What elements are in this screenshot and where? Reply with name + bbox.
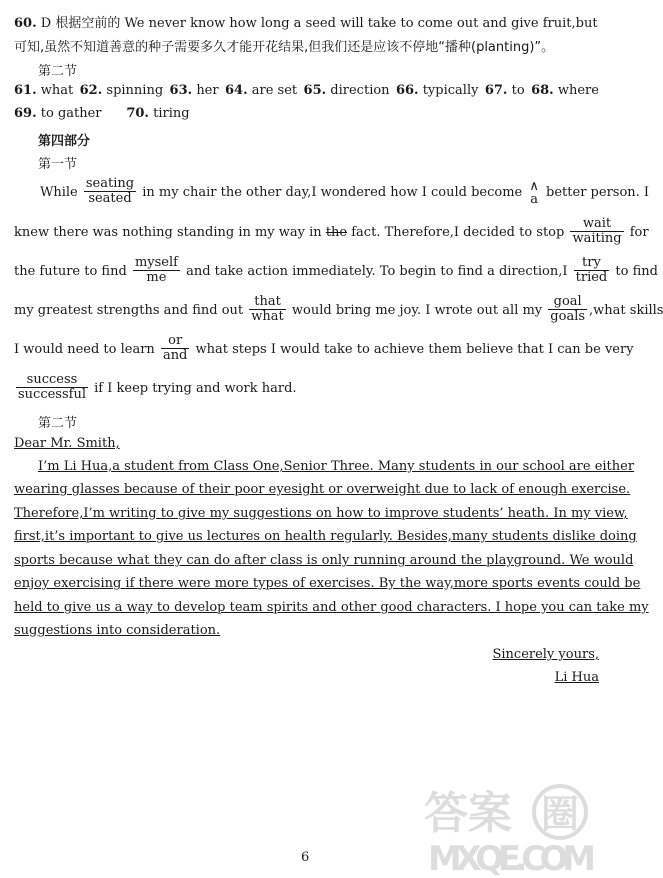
section-1-title: 第一节 [38, 157, 78, 172]
correction-line-3: the future to find $\frac{\text{myself}}{me}$ and take action immediately. To begin to find a direction,I $\frac{\text{try}}{\text{tried}}$ to find [14, 255, 658, 285]
svg-text:MXQE.COM: MXQE.COM [428, 839, 596, 878]
q60-cn-a: 根据空前的 [55, 16, 121, 31]
letter-line: wearing glasses because of their poor eyesight or overweight due to lack of enough exercise. [14, 482, 631, 497]
correction-fraction: $\frac{\text{that}}{\text{what}}$ [251, 294, 284, 324]
correction-line-4: my greatest strengths and find out $\frac{\text{that}}{\text{what}}$ would bring me joy. I wrote out all my $\frac{\text{goal}}{\text{goals}}$ ,what skills [14, 294, 663, 324]
correction-fraction: $\frac{or}{\text{and}}$ [162, 333, 188, 363]
insert-mark: ∧ a [529, 178, 539, 207]
correction-fraction: $\frac{\text{seating}}{\text{seated}}$ [85, 176, 135, 206]
answer-item: 64. are set [224, 83, 298, 98]
answers-row-2 [14, 106, 190, 121]
letter-line: first,it’s important to give us lectures on health regularly. Besides,many students dislike doing [14, 529, 637, 544]
page-number: 6 [301, 850, 310, 865]
letter-salutation: Dear Mr. Smith, [14, 436, 120, 451]
answer-item: 65. direction [303, 83, 390, 98]
answer-item: 66. typically [395, 83, 479, 98]
answer-item: 68. where [531, 83, 599, 98]
answer-item: 69. to gather [14, 106, 102, 121]
answer-item: 62. spinning [79, 83, 164, 98]
letter-signature: Li Hua [554, 670, 599, 685]
letter-line: sports because what they can do after class is only running around the playground. We would [14, 553, 634, 568]
q60-line2: 可知,虽然不知道善意的种子需要多久才能开花结果,但我们还是应该不停地“播种(planting)”。 [14, 40, 555, 55]
correction-fraction: $\frac{\text{goal}}{\text{goals}}$ [550, 294, 586, 324]
q60-line1 [14, 12, 598, 31]
correction-fraction: $\frac{\text{success}}{\text{successful}}$ [18, 372, 86, 402]
answer-item: 70. tiring [126, 106, 190, 121]
letter-closing: Sincerely yours, [492, 647, 599, 662]
correction-line-6: $\frac{\text{success}}{\text{successful}}$ if I keep trying and work hard. [18, 372, 297, 402]
letter-line: Therefore,I’m writing to give my suggestions on how to improve students’ heath. In my view, [14, 506, 628, 521]
correction-line-5: I would need to learn $\frac{or}{\text{and}}$ what steps I would take to achieve them believe that I can be very [14, 333, 634, 363]
answer-item: 67. to [484, 83, 525, 98]
watermark-logo [420, 780, 600, 878]
answer-item: 61. what [14, 83, 74, 98]
q60-en: We never know how long a seed will take to come out and give fruit, [124, 16, 576, 31]
q60-number: 60. [14, 16, 37, 31]
letter-line: suggestions into consideration. [14, 623, 221, 638]
letter-line: held to give us a way to develop team spirits and other good characters. I hope you can take my [14, 600, 649, 615]
svg-text:圈: 圈 [540, 792, 580, 836]
correction-fraction: $\frac{\text{try}}{\text{tried}}$ [575, 255, 608, 285]
letter-line: enjoy exercising if there were more types of exercises. By the way,more sports events could be [14, 576, 641, 591]
deleted-word: the [325, 225, 348, 240]
answers-row-1 [14, 83, 599, 98]
letter-line: I’m Li Hua,a student from Class One,Senior Three. Many students in our school are either [38, 459, 635, 474]
svg-text:答案: 答案 [424, 788, 512, 839]
q60-but: but [575, 16, 598, 31]
part-4-title: 第四部分 [38, 134, 91, 149]
section-2b-title: 第二节 [38, 416, 78, 431]
q60-answer: D [40, 16, 52, 31]
correction-line-1: While $\frac{\text{seating}}{\text{seated}}$ in my chair the other day,I wondered how I could become ∧ a better person. I [40, 176, 650, 207]
correction-line-2: knew there was nothing standing in my way in the fact. Therefore,I decided to stop $\frac{\text{wait}}{\text{waiting}}$ for [14, 216, 649, 246]
answer-item: 63. her [169, 83, 219, 98]
correction-fraction: $\frac{\text{wait}}{\text{waiting}}$ [572, 216, 622, 246]
section-2-title: 第二节 [38, 64, 78, 79]
correction-fraction: $\frac{\text{myself}}{me}$ [134, 255, 178, 285]
